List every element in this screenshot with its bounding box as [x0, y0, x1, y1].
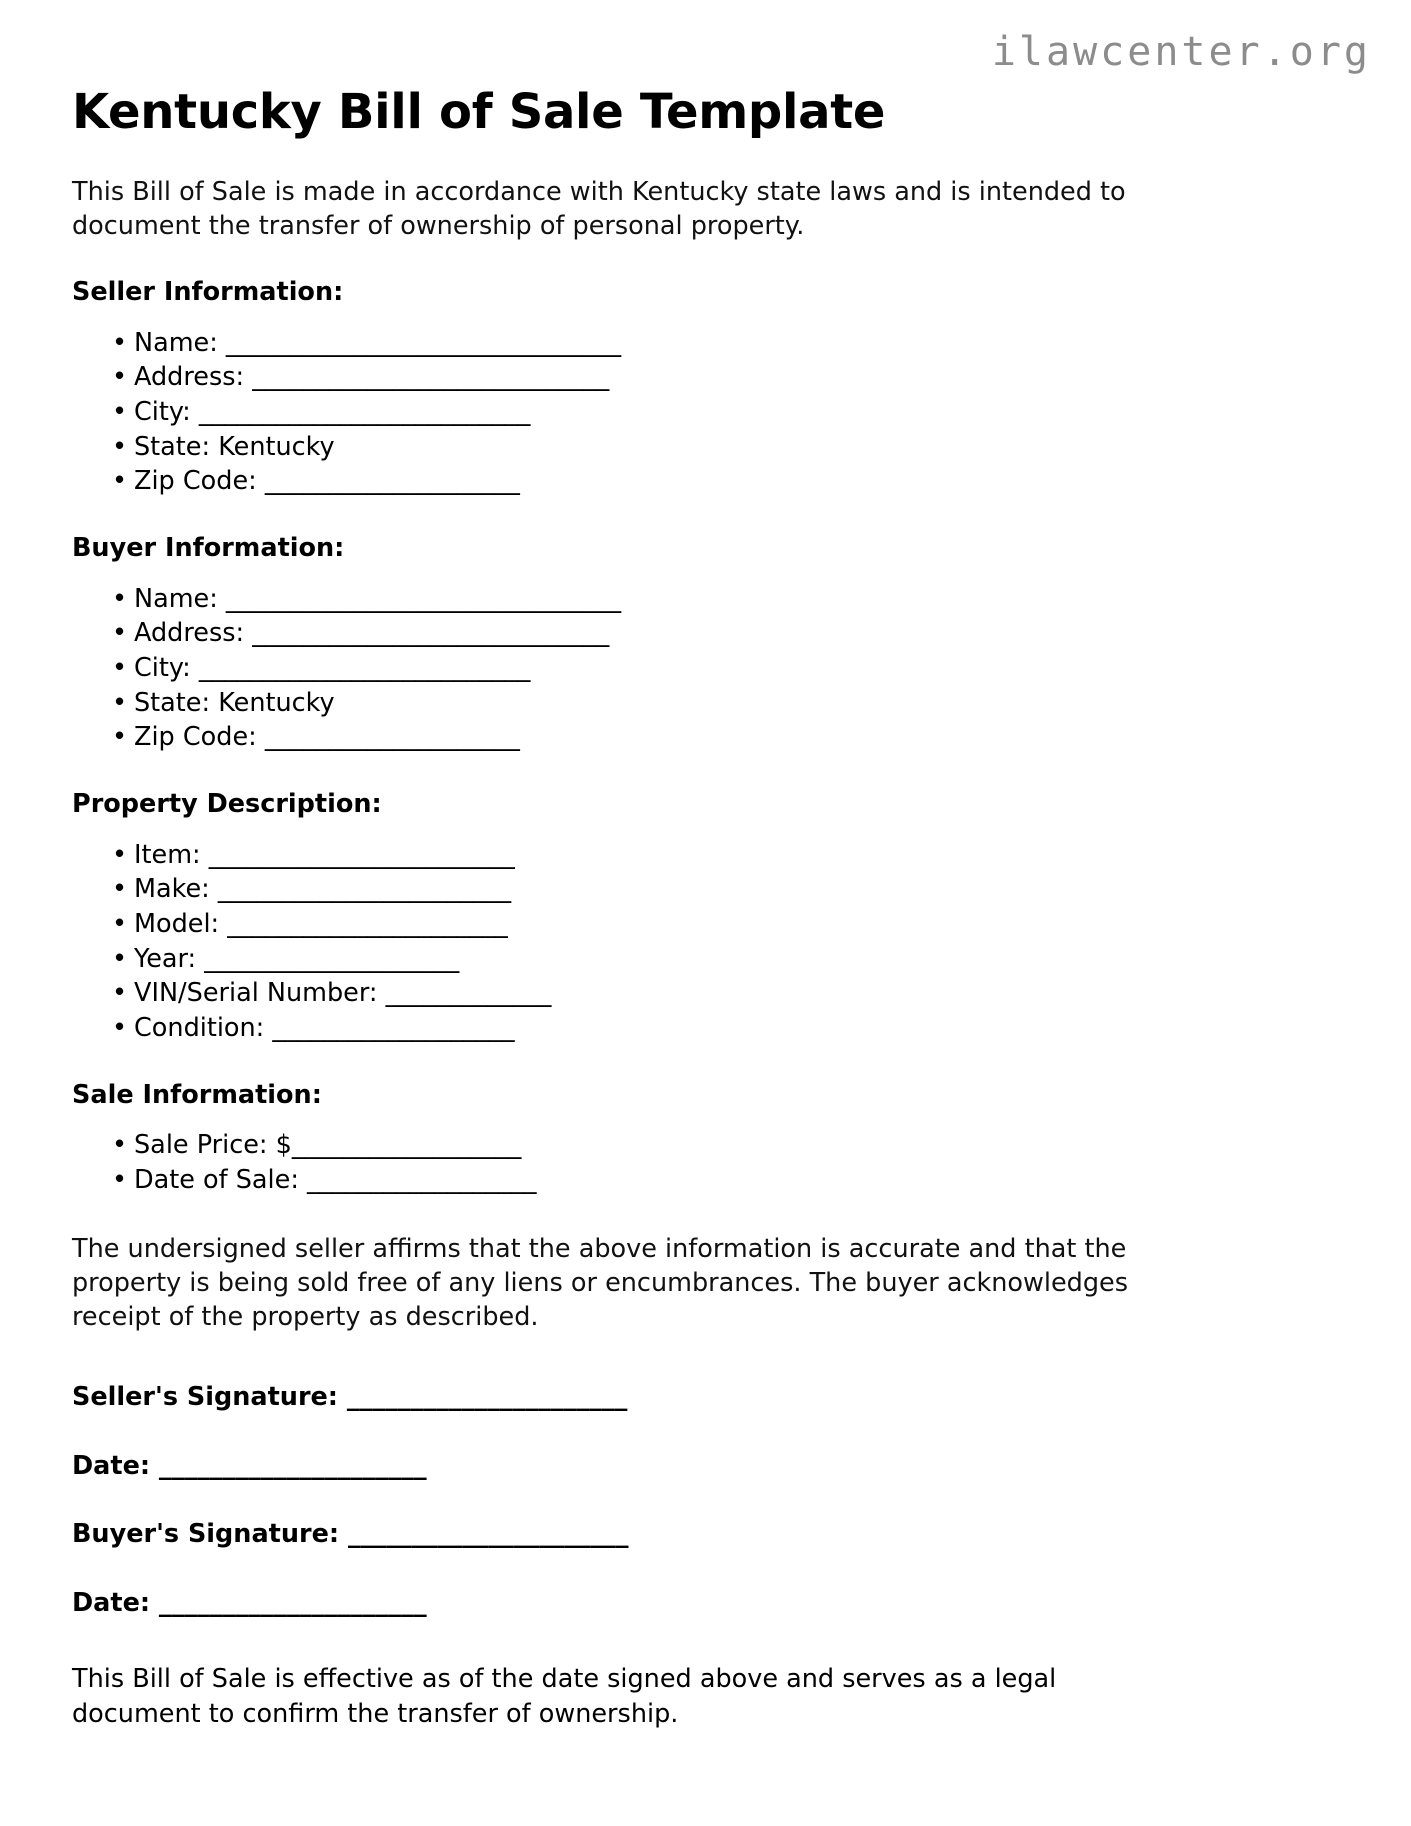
property-field-list	[72, 820, 1339, 1046]
section-heading-property: Property Description:	[72, 789, 382, 820]
list-item: • Condition: ___________________	[72, 1011, 1339, 1046]
list-item: • City: __________________________	[72, 395, 1339, 430]
list-item: • Name: _______________________________	[72, 582, 1339, 617]
list-item: • Zip Code: ____________________	[72, 720, 1339, 755]
list-item: • VIN/Serial Number: _____________	[72, 976, 1339, 1011]
site-watermark: ilawcenter.org	[991, 29, 1371, 75]
buyer-field-list	[72, 564, 1339, 755]
list-item: • City: __________________________	[72, 651, 1339, 686]
list-item: • Zip Code: ____________________	[72, 464, 1339, 499]
list-item: • Sale Price: $__________________	[72, 1128, 1339, 1163]
closing-paragraph: This Bill of Sale is effective as of the date signed above and serves as a legal document to confirm the transfer of ownership.	[72, 1664, 1057, 1729]
section-heading-buyer: Buyer Information:	[72, 533, 345, 564]
list-item: • Date of Sale: __________________	[72, 1163, 1339, 1198]
affirmation-paragraph: The undersigned seller affirms that the above information is accurate and that the property is being sold free of any liens or encumbrances. The buyer acknowledges receipt of the property as described.	[72, 1233, 1129, 1332]
list-item: • State: Kentucky	[72, 686, 1339, 721]
list-item: • Make: _______________________	[72, 872, 1339, 907]
list-item: • Address: ____________________________	[72, 616, 1339, 651]
list-item: • Model: ______________________	[72, 907, 1339, 942]
section-heading-sale: Sale Information:	[72, 1079, 322, 1110]
section-heading-seller: Seller Information:	[72, 277, 344, 308]
list-item: • Address: ____________________________	[72, 360, 1339, 395]
buyer-date-line: Date: _____________________	[72, 1587, 427, 1618]
buyer-signature-line: Buyer's Signature: ______________________	[72, 1519, 629, 1550]
sale-field-list	[72, 1110, 1339, 1197]
list-item: • Name: _______________________________	[72, 326, 1339, 361]
list-item: • State: Kentucky	[72, 430, 1339, 465]
list-item: • Year: ____________________	[72, 942, 1339, 977]
seller-field-list	[72, 308, 1339, 499]
list-item: • Item: ________________________	[72, 838, 1339, 873]
page-title: Kentucky Bill of Sale Template	[72, 84, 886, 140]
intro-paragraph: This Bill of Sale is made in accordance with Kentucky state laws and is intended to document the transfer of ownership of personal property.	[72, 176, 1126, 241]
seller-signature-line: Seller's Signature: ______________________	[72, 1382, 628, 1413]
seller-date-line: Date: _____________________	[72, 1450, 427, 1481]
